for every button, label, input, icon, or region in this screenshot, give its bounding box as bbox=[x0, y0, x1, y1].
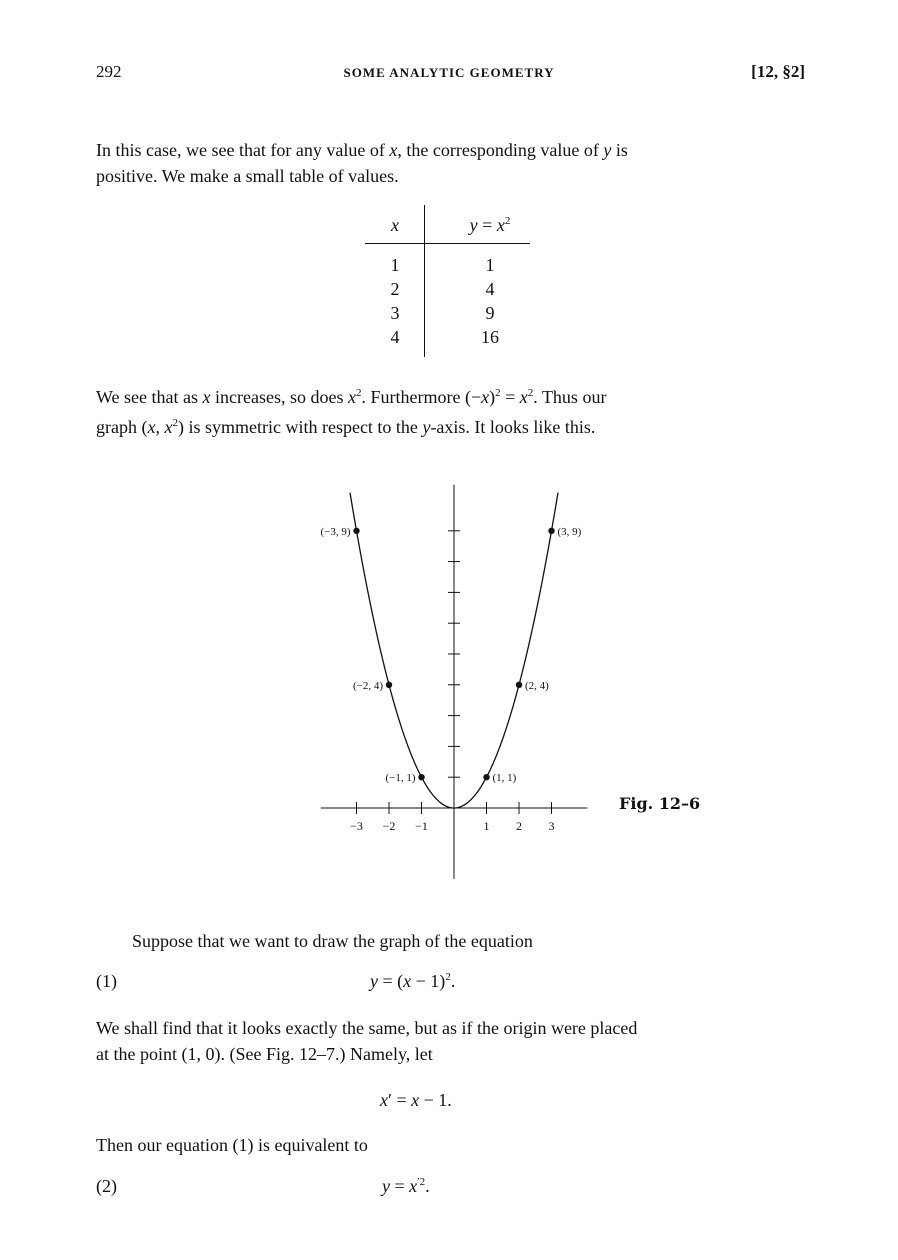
table-cell-y: 4 bbox=[485, 279, 495, 299]
table-header-x: x bbox=[391, 215, 399, 235]
table-cell-x: 1 bbox=[390, 255, 400, 275]
data-point bbox=[548, 528, 554, 534]
table-cell-y: 1 bbox=[485, 255, 495, 275]
data-point bbox=[353, 528, 359, 534]
x-tick-label: −2 bbox=[382, 819, 396, 833]
x-tick-label: 2 bbox=[516, 819, 522, 833]
x-tick-label: −1 bbox=[415, 819, 428, 833]
equation-1: $y = (x - 1)^2$. bbox=[370, 971, 456, 991]
data-point bbox=[483, 774, 489, 780]
paragraph-origin-shift: We shall find that it looks exactly the same, but as if the origin were placed at the point (1, 0). (See Fig. 12–7.) Namely, let bbox=[96, 1018, 638, 1064]
paragraph-intro: In this case, we see that for any value of x, the corresponding value of y is positive. We make a small table of values. bbox=[96, 140, 628, 186]
table-header-y: $y = x^2$ bbox=[469, 215, 511, 235]
x-tick-label: −3 bbox=[350, 819, 363, 833]
table-cell-y: 9 bbox=[485, 303, 495, 323]
point-label: (3, 9) bbox=[557, 525, 582, 538]
paragraph-symmetry: We see that as x increases, so does $x^2$. Furthermore $(-x)^2 = x^2$. Thus our graph (x, $x^2$) is symmetric with respect to the y-axis. It looks like this. bbox=[96, 387, 607, 437]
x-tick-label: 3 bbox=[548, 819, 555, 833]
running-title: SOME ANALYTIC GEOMETRY bbox=[343, 65, 555, 80]
point-label: (−2, 4) bbox=[352, 679, 383, 692]
page-number: 292 bbox=[96, 62, 122, 81]
data-point bbox=[418, 774, 424, 780]
equation-2-number: (2) bbox=[96, 1176, 117, 1196]
x-tick-label: 1 bbox=[483, 819, 490, 833]
figure-label: Fig. 12–6 bbox=[619, 794, 701, 813]
point-label: (−3, 9) bbox=[320, 525, 351, 538]
paragraph-suppose: Suppose that we want to draw the graph of the equation bbox=[132, 931, 533, 951]
point-label: (1, 1) bbox=[492, 772, 517, 785]
table-cell-y: 16 bbox=[481, 327, 499, 347]
table-cell-x: 2 bbox=[390, 279, 400, 299]
point-label: (2, 4) bbox=[525, 679, 549, 692]
equation-1-number: (1) bbox=[96, 971, 117, 991]
paragraph-equivalent: Then our equation (1) is equivalent to bbox=[96, 1135, 368, 1155]
point-label: (−1, 1) bbox=[385, 772, 416, 785]
data-point bbox=[386, 682, 392, 688]
equation-substitution: x′ = x − 1. bbox=[380, 1090, 452, 1110]
table-cell-x: 3 bbox=[390, 303, 400, 323]
section-ref: [12, §2] bbox=[751, 62, 805, 81]
data-point bbox=[516, 682, 522, 688]
table-cell-x: 4 bbox=[390, 327, 400, 347]
equation-2: $y = x^{'2}$. bbox=[382, 1176, 430, 1196]
